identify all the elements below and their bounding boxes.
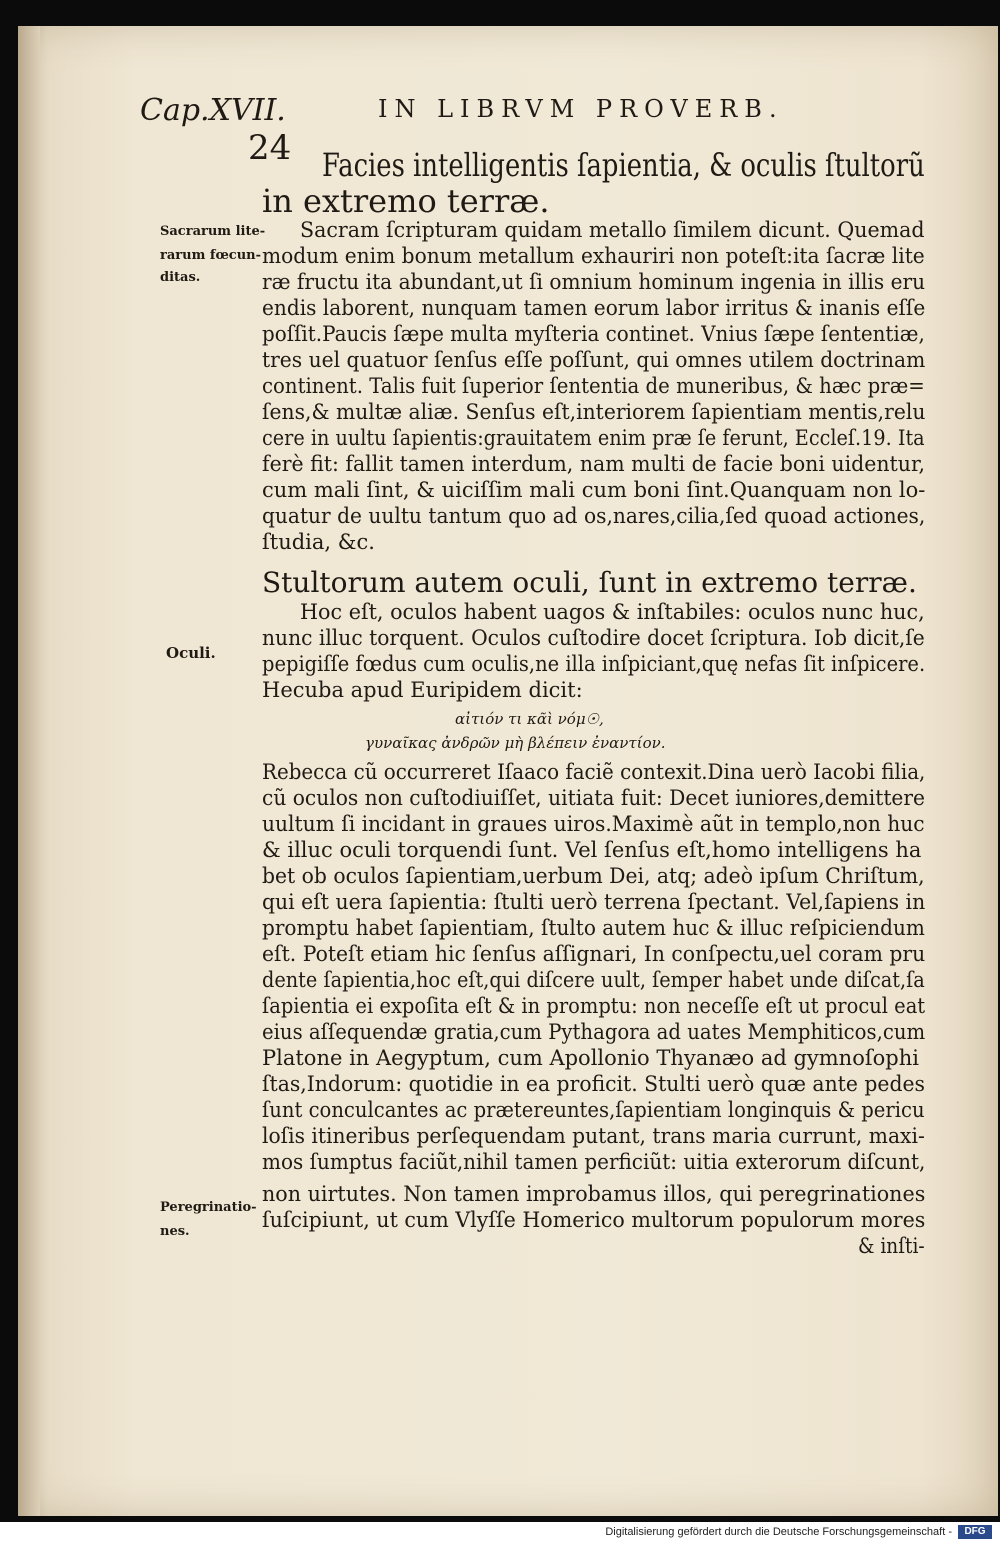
text-line: continent. Talis fuit ſuperior ſententia de muneribus, & hæc præ= <box>262 374 925 398</box>
text-line: dente ſapientia,hoc eſt,qui diſcere uult, ſemper habet unde diſcat,ſa <box>262 968 925 992</box>
page-edge <box>18 26 40 1516</box>
dfg-logo[interactable]: DFG <box>958 1525 992 1539</box>
text-line: modum enim bonum metallum exhauriri non poteſt:ita ſacræ lite <box>262 244 925 268</box>
text-line: cum mali ſint, & uiciſſim mali cum boni ſint.Quanquam non lo- <box>262 478 926 502</box>
margin-note-1b: rarum fœcun- <box>160 248 262 263</box>
text-line: ræ fructu ita abundant,ut ſi omnium hominum ingenia in illis eru <box>262 270 926 294</box>
text-line: ſtas,Indorum: quotidie in ea proficit. Stulti uerò quæ ante pedes <box>262 1072 925 1096</box>
text-line: Hoc eſt, oculos habent uagos & inſtabiles: oculos nunc huc, <box>300 600 925 624</box>
chapter-label: Cap.XVII. <box>140 93 286 128</box>
text-line: quatur de uultu tantum quo ad os,nares,cilia,ſed quoad actiones, <box>262 504 926 528</box>
text-line: cere in uultu ſapientis:grauitatem enim præ ſe ferunt, Eccleſ.19. Ita <box>262 426 925 450</box>
text-line: Sacram ſcripturam quidam metallo ſimilem dicunt. Quemad <box>300 218 925 242</box>
text-line: eſt. Poteſt etiam hic ſenſus aſſignari, In conſpectu,uel coram pru <box>262 942 926 966</box>
margin-note-1c: ditas. <box>160 270 201 285</box>
greek-line-2: γυναῖκας ἀνδρῶν μὴ βλέπειν ἐναντίον. <box>365 734 666 752</box>
text-line: ſapientia ei expoſita eſt & in promptu: non neceſſe eſt ut procul eat <box>262 994 926 1018</box>
margin-note-3b: nes. <box>160 1224 190 1239</box>
text-line: Platone in Aegyptum, cum Apollonio Thyanæo ad gymnoſophi <box>262 1046 919 1070</box>
page-header <box>0 93 1000 133</box>
text-line: ſens,& multæ aliæ. Senſus eſt,interiorem ſapientiam mentis,relu <box>262 400 926 424</box>
running-head: IN LIBRVM PROVERB. <box>378 95 784 123</box>
margin-note-3a: Peregrinatio- <box>160 1200 257 1215</box>
text-line: loſis itineribus perſequendam putant, trans maria currunt, maxi- <box>262 1124 925 1148</box>
margin-note-2: Oculi. <box>166 644 216 662</box>
verse-line-2: in extremo terræ. <box>262 182 550 220</box>
text-line: bet ob oculos ſapientiam,uerbum Dei, atq; adeò ipſum Chriſtum, <box>262 864 925 888</box>
verse-line-1: Facies intelligentis ſapientia, & oculis ſtultorũ <box>322 146 925 184</box>
text-line: pepigiſſe fœdus cum oculis,ne illa inſpiciant,quę nefas ſit inſpicere. <box>262 652 926 676</box>
text-line: mos ſumptus faciũt,nihil tamen perficiũt: uitia exterorum diſcunt, <box>262 1150 926 1174</box>
catchword: & inſti- <box>858 1234 925 1258</box>
text-line: poſſit.Paucis ſæpe multa myſteria continet. Vnius ſæpe ſententiæ, <box>262 322 925 346</box>
text-line: tres uel quatuor ſenſus eſſe poſſunt, qui omnes utilem doctrinam <box>262 348 926 372</box>
text-line: ferè fit: fallit tamen interdum, nam multi de facie boni uidentur, <box>262 452 926 476</box>
text-line: cũ oculos non cuſtodiuiſſet, uitiata fuit: Decet iuniores,demittere <box>262 786 926 810</box>
text-line: nunc illuc torquent. Oculos cuſtodire docet ſcriptura. Iob dicit,ſe <box>262 626 925 650</box>
text-line: uultum ſi incidant in graues uiros.Maximè aũt in templo,non huc <box>262 812 925 836</box>
text-line: Hecuba apud Euripidem dicit: <box>262 678 583 702</box>
subheading: Stultorum autem oculi, ſunt in extremo terræ. <box>262 566 917 599</box>
text-line: & illuc oculi torquendi ſunt. Vel ſenſus eſt,homo intelligens ha <box>262 838 922 862</box>
margin-note-1a: Sacrarum lite- <box>160 224 266 239</box>
text-line: Rebecca cũ occurreret Iſaaco faciẽ contexit.Dina uerò Iacobi filia, <box>262 760 926 784</box>
text-line: qui eſt uera ſapientia: ſtulti uerò terrena ſpectant. Vel,ſapiens in <box>262 890 926 914</box>
text-line: promptu habet ſapientiam, ſtulto autem huc & illuc reſpiciendum <box>262 916 925 940</box>
footer-bar <box>0 1522 1000 1543</box>
text-line: ſuſcipiunt, ut cum Vlyſſe Homerico multorum populorum mores <box>262 1208 926 1232</box>
text-line: non uirtutes. Non tamen improbamus illos, qui peregrinationes <box>262 1182 926 1206</box>
text-line: ſtudia, &c. <box>262 530 375 554</box>
text-line: endis laborent, nunquam tamen eorum labor irritus & inanis eſſe <box>262 296 926 320</box>
text-line: eius aſſequendæ gratia,cum Pythagora ad uates Memphiticos,cum <box>262 1020 926 1044</box>
greek-line-1: αἰτιόν τι κᾶὶ νόμ☉, <box>455 710 604 728</box>
text-line: ſunt conculcantes ac prætereuntes,ſapientiam longinquis & pericu <box>262 1098 925 1122</box>
verse-number: 24 <box>248 128 292 168</box>
funding-notice: Digitalisierung gefördert durch die Deutsche Forschungsgemeinschaft - <box>605 1526 952 1538</box>
